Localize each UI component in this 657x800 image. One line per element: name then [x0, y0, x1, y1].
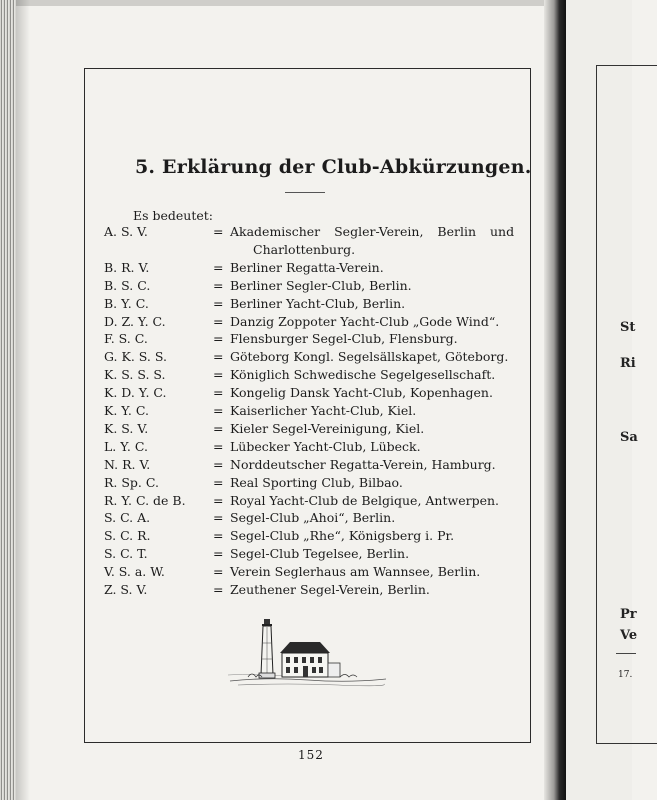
page-number: 152	[298, 748, 324, 762]
abbreviation: N. R. V.	[104, 456, 151, 472]
club-name: Kaiserlicher Yacht-Club, Kiel.	[230, 403, 417, 418]
equals-sign: =	[213, 510, 224, 526]
abbreviation: K. Y. C.	[104, 403, 149, 418]
abbreviation-row	[0, 509, 632, 527]
club-name: Segel-Club „Rhe“, Königsberg i. Pr.	[230, 528, 455, 544]
club-name: Kieler Segel-Vereinigung, Kiel.	[230, 420, 425, 436]
club-name: Berliner Segler-Club, Berlin.	[230, 277, 412, 293]
club-name: Königlich Schwedische Segelgesellschaft.	[230, 367, 496, 383]
abbreviation-row	[0, 330, 632, 348]
abbreviation-row	[0, 295, 632, 313]
club-name: Segel-Club Tegelsee, Berlin.	[230, 546, 410, 562]
abbreviation-row	[0, 348, 632, 366]
abbreviation: K. D. Y. C.	[104, 385, 167, 401]
page-title: 5. Erklärung der Club-Abkürzungen.	[135, 156, 532, 178]
abbreviation: R. Sp. C.	[104, 474, 159, 490]
equals-sign: =	[213, 349, 224, 365]
abbreviation: L. Y. C.	[104, 438, 148, 454]
equals-sign: =	[213, 331, 224, 347]
abbreviation-row	[0, 581, 632, 599]
next-page-fragment: Sa	[620, 430, 638, 445]
abbreviation: S. C. A.	[104, 510, 151, 526]
club-name: Royal Yacht-Club de Belgique, Antwerpen.	[230, 492, 499, 508]
equals-sign: =	[213, 259, 224, 275]
equals-sign: =	[213, 420, 224, 436]
club-name: Berliner Regatta-Verein.	[230, 259, 384, 275]
lighthouse-illustration	[228, 613, 388, 693]
equals-sign: =	[213, 492, 224, 508]
next-page-fragment: 17.	[618, 670, 633, 680]
club-name: Verein Seglerhaus am Wannsee, Berlin.	[230, 564, 481, 580]
equals-sign: =	[213, 564, 224, 580]
abbreviation: R. Y. C. de B.	[104, 492, 186, 508]
club-name: Akademischer Segler-Verein, Berlin und	[230, 224, 515, 239]
abbreviation-row	[0, 277, 632, 295]
book-top-edge	[0, 0, 632, 6]
abbreviation-row	[0, 402, 632, 420]
club-name: Kongelig Dansk Yacht-Club, Kopenhagen.	[230, 385, 493, 401]
club-name: Segel-Club „Ahoi“, Berlin.	[230, 510, 396, 526]
equals-sign: =	[213, 313, 224, 329]
club-name: Lübecker Yacht-Club, Lübeck.	[230, 438, 421, 454]
intro-text: Es bedeutet:	[133, 208, 214, 223]
equals-sign: =	[213, 224, 224, 239]
club-name: Berliner Yacht-Club, Berlin.	[230, 295, 406, 311]
club-name: Real Sporting Club, Bilbao.	[230, 474, 403, 490]
equals-sign: =	[213, 295, 224, 311]
abbreviation: F. S. C.	[104, 331, 148, 347]
abbreviation: V. S. a. W.	[104, 564, 165, 580]
next-page-fragment: Ve	[620, 628, 638, 643]
next-page-divider	[616, 653, 636, 654]
abbreviation-row	[0, 313, 632, 331]
abbreviation: B. Y. C.	[104, 295, 149, 311]
abbreviation-row	[0, 366, 632, 384]
equals-sign: =	[213, 528, 224, 544]
equals-sign: =	[213, 456, 224, 472]
abbreviation: K. S. V.	[104, 420, 149, 436]
abbreviation: A. S. V.	[104, 224, 148, 239]
abbreviation-row	[0, 474, 632, 492]
equals-sign: =	[213, 438, 224, 454]
abbreviation-row	[0, 456, 632, 474]
next-page-fragment: St	[620, 320, 636, 335]
abbreviation-row	[0, 527, 632, 545]
club-name-continued: Charlottenburg.	[253, 241, 356, 257]
title-divider	[285, 192, 325, 193]
equals-sign: =	[213, 277, 224, 293]
abbreviation: B. R. V.	[104, 259, 150, 275]
next-page-edge	[566, 0, 638, 800]
club-name: Norddeutscher Regatta-Verein, Hamburg.	[230, 456, 496, 472]
book-gutter	[544, 0, 566, 800]
abbreviation-row	[0, 420, 632, 438]
club-name: Flensburger Segel-Club, Flensburg.	[230, 331, 458, 347]
abbreviation: S. C. T.	[104, 546, 148, 562]
abbreviation: D. Z. Y. C.	[104, 313, 166, 329]
abbreviation: Z. S. V.	[104, 582, 148, 597]
equals-sign: =	[213, 582, 224, 597]
abbreviation-row	[0, 563, 632, 581]
abbreviation-row	[0, 384, 632, 402]
equals-sign: =	[213, 385, 224, 401]
equals-sign: =	[213, 474, 224, 490]
abbreviation-row-continuation	[0, 241, 632, 259]
next-page-fragment: Pr	[620, 607, 637, 622]
abbreviation-row	[0, 545, 632, 563]
equals-sign: =	[213, 367, 224, 383]
abbreviation-row	[0, 223, 632, 241]
abbreviation-row	[0, 492, 632, 510]
next-page-fragment: Ri	[620, 356, 636, 371]
club-name: Göteborg Kongl. Segelsällskapet, Göteborg.	[230, 349, 509, 365]
equals-sign: =	[213, 403, 224, 418]
abbreviation: K. S. S. S.	[104, 367, 166, 383]
abbreviation-row	[0, 259, 632, 277]
abbreviation: G. K. S. S.	[104, 349, 167, 365]
abbreviation: S. C. R.	[104, 528, 151, 544]
abbreviation: B. S. C.	[104, 277, 151, 293]
club-name: Zeuthener Segel-Verein, Berlin.	[230, 582, 430, 597]
equals-sign: =	[213, 546, 224, 562]
club-name: Danzig Zoppoter Yacht-Club „Gode Wind“.	[230, 313, 500, 329]
abbreviation-row	[0, 438, 632, 456]
